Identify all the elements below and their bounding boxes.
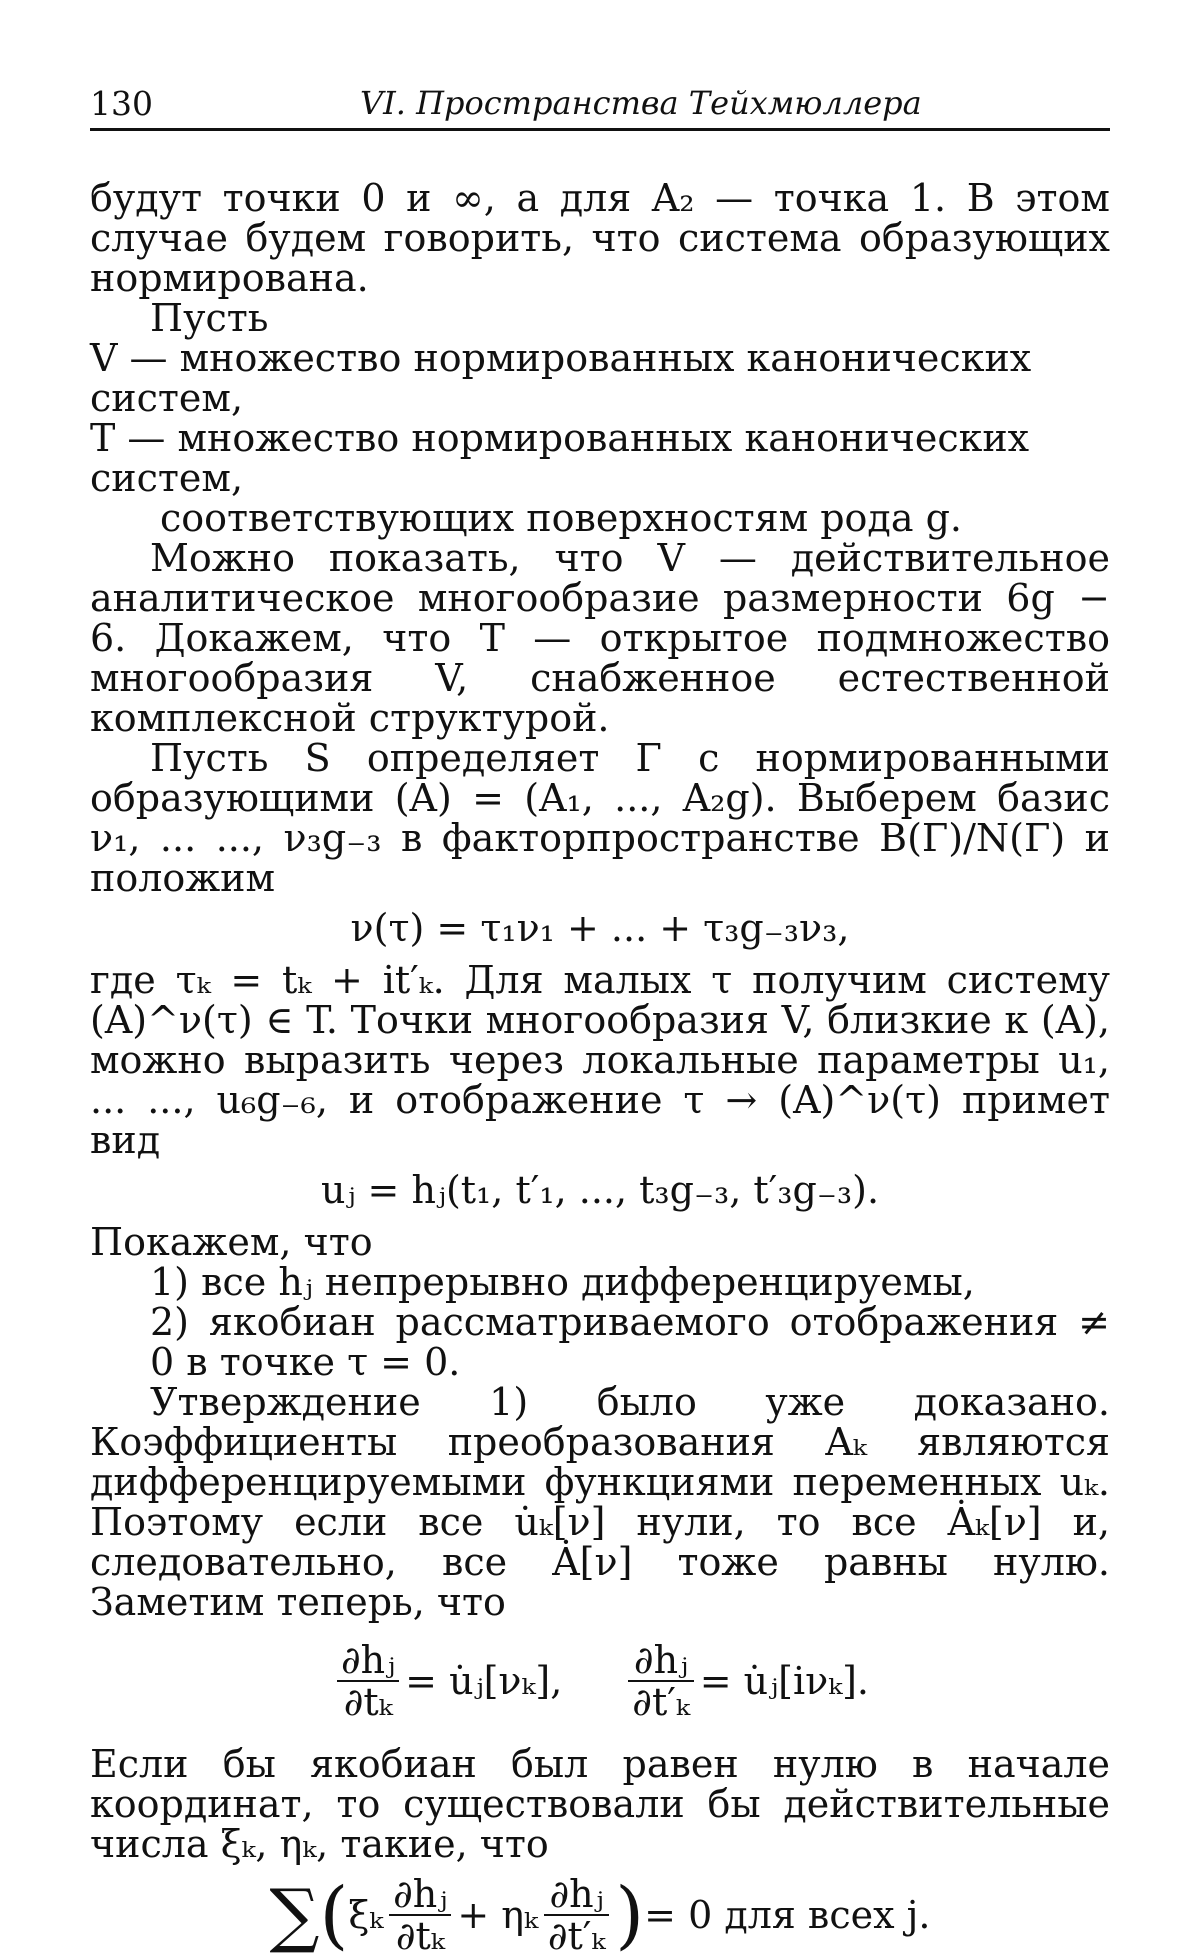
denominator: ∂t′ₖ: [632, 1680, 690, 1724]
numerator: ∂hⱼ: [337, 1640, 399, 1682]
fraction: [628, 1640, 693, 1722]
definition-t-continued: соответствующих поверхностям рода g.: [160, 496, 962, 540]
page-number: 130: [90, 84, 153, 123]
numerator: ∂hⱼ: [389, 1874, 451, 1916]
equation-rhs: = u̇ⱼ[iνₖ].: [699, 1659, 869, 1703]
close-paren: ): [615, 1872, 645, 1958]
definition-v: V — множество нормированных канонических систем,: [90, 336, 1032, 420]
running-title: VI. Пространства Тейхмюллера: [360, 84, 922, 122]
fraction: [337, 1640, 399, 1722]
partial-eq-2: [622, 1640, 869, 1722]
numerator: ∂hⱼ: [628, 1640, 693, 1682]
denominator: ∂tₖ: [343, 1680, 393, 1724]
paragraph-5: где τₖ = tₖ + it′ₖ. Для малых τ получим систему (A)^ν(τ) ∈ T. Точки многообразия V, близкие к (A), можно выразить через локальные параметры u₁, ... ..., u₆g₋₆, и отображение τ → (A)^ν(τ) примет вид: [90, 958, 1110, 1162]
paragraph-3: Можно показать, что V — действительное аналитическое многообразие размерности 6g − 6. Докажем, что T — открытое подмножество многообразия V, снабженное естественной комплексной структурой.: [90, 536, 1110, 740]
sum-sign: ∑: [269, 1874, 320, 1956]
fraction: [389, 1874, 451, 1956]
denominator: ∂t′ₖ: [547, 1914, 606, 1958]
definition-t: T — множество нормированных канонических систем,: [90, 416, 1030, 500]
open-paren: (: [319, 1872, 349, 1958]
numerator: ∂hⱼ: [544, 1874, 609, 1916]
paragraph-6: Покажем, что: [90, 1220, 373, 1264]
xi-term: ξₖ: [348, 1893, 384, 1937]
fraction: [544, 1874, 609, 1956]
formula-nu-tau: ν(τ) = τ₁ν₁ + ... + τ₃g₋₃ν₃,: [350, 906, 850, 950]
sum-rhs: = 0 для всех j.: [644, 1893, 931, 1937]
equation-rhs: = u̇ⱼ[νₖ],: [405, 1659, 563, 1703]
equation-sum: [90, 1874, 1110, 1956]
partial-eq-1: [331, 1640, 562, 1722]
paragraph-1: будут точки 0 и ∞, а для A₂ — точка 1. В этом случае будем говорить, что система образующих нормирована.: [90, 176, 1110, 300]
eta-term: + ηₖ: [457, 1893, 538, 1937]
list-item-2: 2) якобиан рассматриваемого отображения ≠ 0 в точке τ = 0.: [150, 1300, 1110, 1384]
paragraph-7: Утверждение 1) было уже доказано. Коэффициенты преобразования Aₖ являются дифференцируемыми функциями переменных uₖ. Поэтому если все u̇ₖ[ν] нули, то все Ȧₖ[ν] и, следовательно, все Ȧ[ν] тоже равны нулю. Заметим теперь, что: [90, 1380, 1110, 1624]
paragraph-8: Если бы якобиан был равен нулю в начале координат, то существовали бы действительные числа ξₖ, ηₖ, такие, что: [90, 1742, 1110, 1866]
paragraph-let: Пусть: [150, 296, 269, 340]
page-header: [90, 84, 1110, 131]
denominator: ∂tₖ: [395, 1914, 445, 1958]
page-body: [90, 178, 1110, 1956]
equation-partials: [90, 1640, 1110, 1722]
list-item-1: 1) все hⱼ непрерывно дифференцируемы,: [150, 1260, 975, 1304]
formula-u-h: uⱼ = hⱼ(t₁, t′₁, ..., t₃g₋₃, t′₃g₋₃).: [320, 1168, 880, 1212]
paragraph-4: Пусть S определяет Γ с нормированными образующими (A) = (A₁, ..., A₂g). Выберем базис ν₁, ... ..., ν₃g₋₃ в факторпространстве B(Γ)/N(Γ) и положим: [90, 736, 1110, 900]
